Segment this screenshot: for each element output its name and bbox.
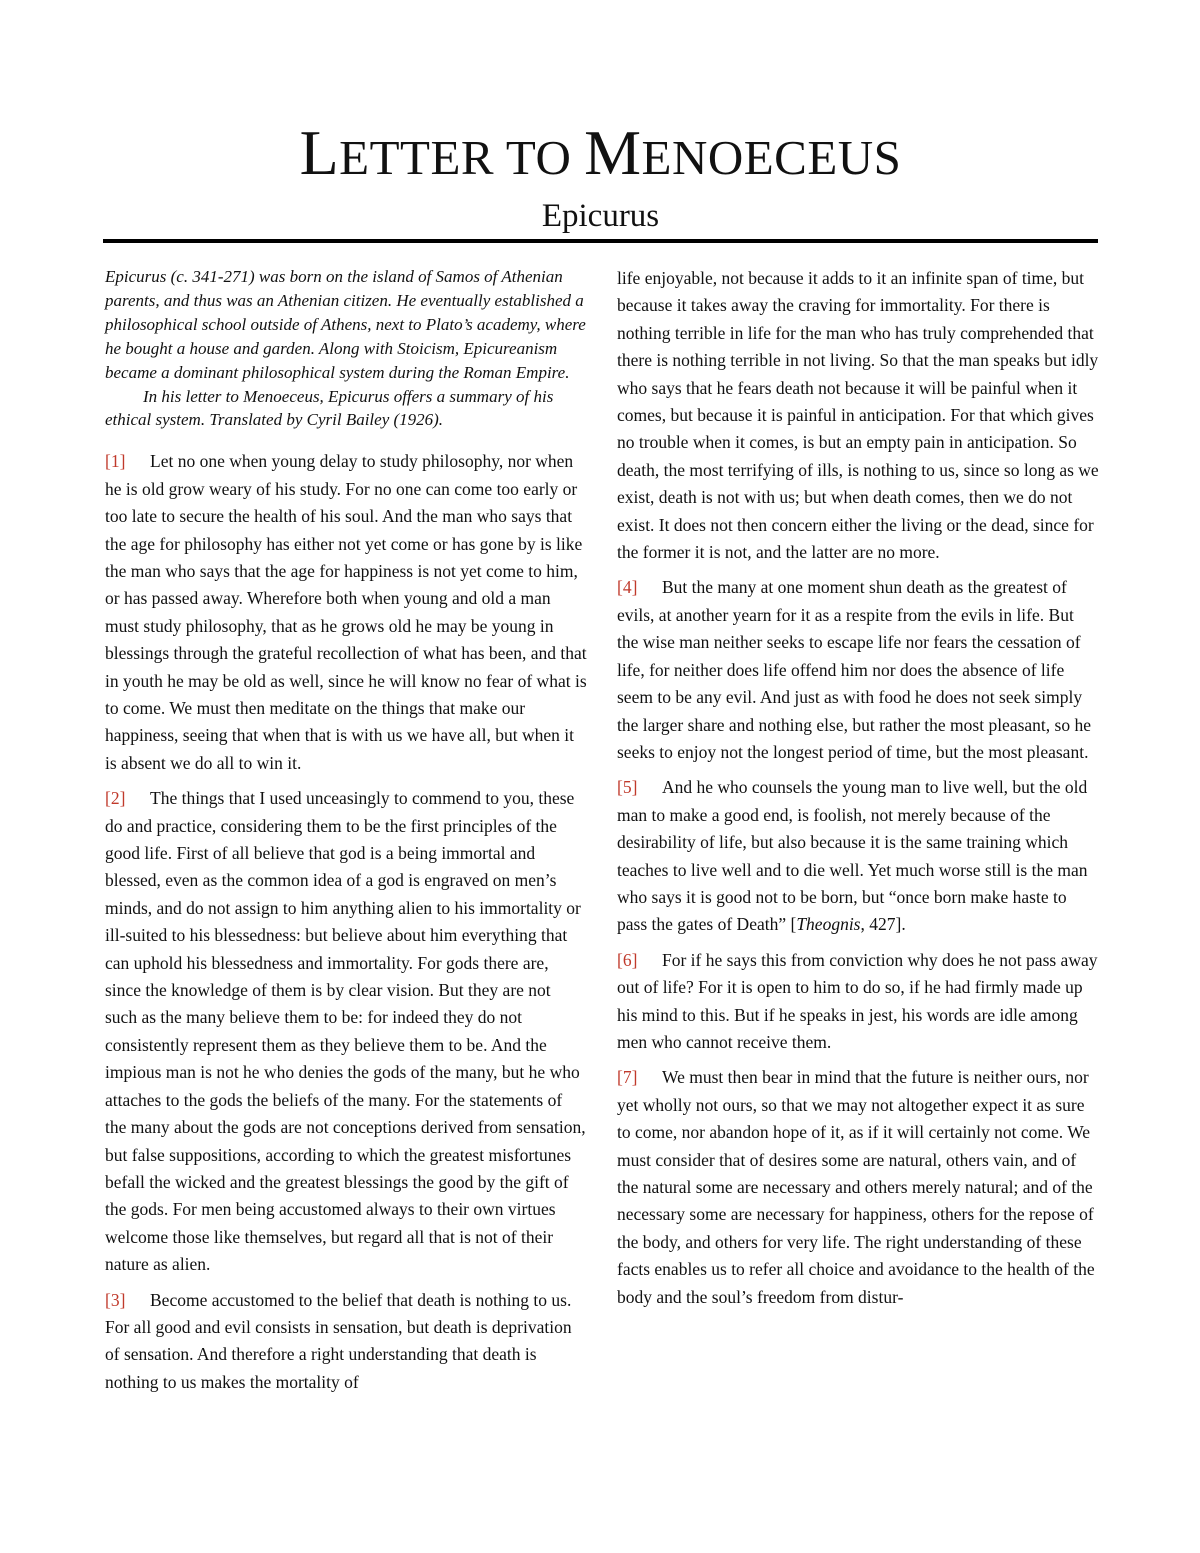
paragraph-text: We must then bear in mind that the future is neither ours, nor yet wholly not ours, so that we may not altogether expect it as sure to come, nor abandon hope of it, as if it will certainly not come. We must consider that of desires some are natural, others vain, and of the natural some are necessary and others merely natural; and of the necessary some are necessary for happiness, others for the repose of the body, and others for very life. The right understanding of these facts enables us to refer all choice and avoidance to the health of the body and the soul’s freedom from distur- [617, 1067, 1095, 1307]
citation-suffix: , 427]. [860, 914, 906, 935]
paragraph-2 [105, 785, 587, 1278]
intro-block [105, 265, 587, 432]
right-column [617, 265, 1099, 1319]
paragraph-number: [4] [617, 577, 638, 598]
citation-theognis: Theognis [796, 914, 861, 935]
author-name: Epicurus [541, 198, 660, 234]
title-rest-letter: ETTER TO [339, 130, 585, 185]
title-rest-menoeceus: ENOECEUS [641, 130, 902, 185]
title-initial-l: L [299, 117, 340, 188]
intro-paragraph-1: Epicurus (c. 341-271) was born on the island of Samos of Athenian parents, and thus was an Athenian citizen. He eventually established a philosophical school outside of Athens, next to Plato’s academy, where he bought a house and garden. Along with Stoicism, Epicureanism became a dominant philosophical system during the Roman Empire. [105, 267, 586, 382]
paragraph-text: The things that I used unceasingly to commend to you, these do and practice, considering them to be the first principles of the good life. First of all believe that god is a being immortal and blessed, even as the common idea of a god is engraved on men’s minds, and do not assign to him anything alien to his immortality or ill-suited to his blessedness: but believe about him everything that can uphold his blessedness and immortality. For gods there are, since the knowledge of them is by clear vision. But they are not such as the many believe them to be: for indeed they do not consistently represent them as they believe them to be. And the impious man is not he who denies the gods of the many, but he who attaches to the gods the beliefs of the many. For the statements of the many about the gods are not conceptions derived from sensation, but false suppositions, according to which the greatest misfortunes befall the wicked and the greatest blessings the good by the gift of the gods. For men being accustomed always to their own virtues welcome those like themselves, but regard all that is not of their nature as alien. [105, 788, 586, 1275]
paragraph-number: [7] [617, 1067, 638, 1088]
paragraph-5 [617, 774, 1099, 938]
paragraph-text: Become accustomed to the belief that death is nothing to us. For all good and evil consists in sensation, but death is deprivation of sensation. And therefore a right understanding that death is nothing to us makes the mortality of [105, 1289, 572, 1392]
paragraph-number: [1] [105, 451, 126, 472]
document-title [103, 118, 1098, 193]
paragraph-3 [105, 1287, 587, 1397]
paragraph-text: And he who counsels the young man to live well, but the old man to make a good end, is foolish, not merely because of the desirability of life, but also because it is the same training which teaches to live well and to die well. Yet much worse still is the man who says it is good not to be born, but “once born make haste to pass the gates of Death” [ [617, 777, 1088, 935]
left-column [105, 265, 587, 1404]
paragraph-1 [105, 448, 587, 777]
title-divider [103, 239, 1098, 243]
paragraph-number: [5] [617, 777, 638, 798]
paragraph-text: But the many at one moment shun death as the greatest of evils, at another yearn for it as a respite from the evils in life. But the wise man neither seeks to escape life nor fears the cessation of life, for neither does life offend him nor does the absence of life seem to be any evil. And just as with food he does not seek simply the larger share and nothing else, but rather the most pleasant, so he seeks to enjoy not the longest period of time, but the most pleasant. [617, 577, 1091, 762]
intro-paragraph-2: In his letter to Menoeceus, Epicurus offers a summary of his ethical system. Translated by Cyril Bailey (1926). [105, 386, 554, 430]
paragraph-6 [617, 947, 1099, 1057]
paragraph-number: [6] [617, 949, 638, 970]
paragraph-number: [2] [105, 788, 126, 809]
paragraph-4 [617, 574, 1099, 766]
paragraph-text: Let no one when young delay to study philosophy, nor when he is old grow weary of his study. For no one can come too early or too late to secure the health of his soul. And the man who says that the age for philosophy has either not yet come or has gone by is like the man who says that the age for happiness is not yet come to him, or has passed away. Wherefore both when young and old a man must study philosophy, that as he grows old he may be young in blessings through the grateful recollection of what has been, and that in youth he may be old as well, since he will know no fear of what is to come. We must then meditate on the things that make our happiness, seeing that when that is with us we have all, but when it is absent we do all to win it. [105, 451, 587, 773]
paragraph-text: For if he says this from conviction why does he not pass away out of life? For it is open to him to do so, if he had firmly made up his mind to this. But if he speaks in jest, his words are idle among men who cannot receive them. [617, 949, 1098, 1052]
paragraph-7 [617, 1064, 1099, 1311]
title-initial-m: M [584, 117, 642, 188]
paragraph-3-continuation: life enjoyable, not because it adds to it an infinite span of time, but because it takes away the craving for immortality. For there is nothing terrible in life for the man who has truly comprehended that there is nothing terrible in not living. So that the man speaks but idly who says that he fears death not because it will be painful when it comes, but because it is painful in anticipation. For that which gives no trouble when it comes, is but an empty pain in anticipation. So death, the most terrifying of ills, is nothing to us, since so long as we exist, death is not with us; but when death comes, then we do not exist. It does not then concern either the living or the dead, since for the former it is not, and the latter are no more. [617, 268, 1099, 563]
paragraph-number: [3] [105, 1289, 126, 1310]
